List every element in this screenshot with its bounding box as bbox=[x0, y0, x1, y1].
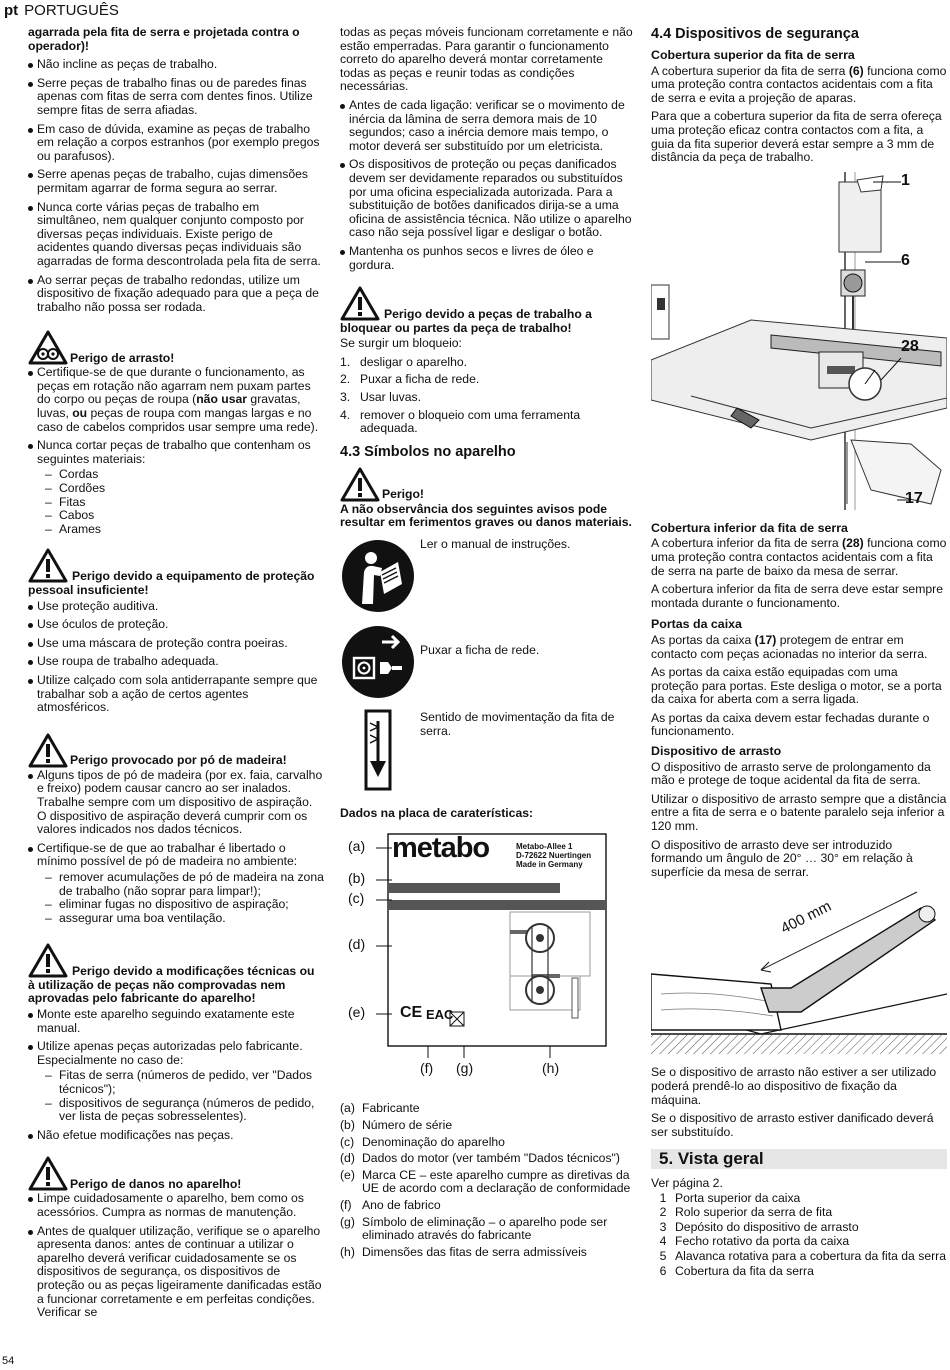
dash-list bbox=[37, 871, 324, 925]
page-title: PORTUGUÊS bbox=[24, 2, 119, 19]
legend-key: (b) bbox=[340, 1118, 355, 1132]
legend-key: (d) bbox=[340, 1151, 355, 1166]
list-item: Serre peças de trabalho finas ou de paredes finas apenas com fitas de serra com dentes finos. Utilize sempre fitas de serra afiadas. bbox=[28, 77, 324, 118]
warning-triangle-icon bbox=[28, 1156, 68, 1191]
manufacturer-address bbox=[516, 842, 591, 869]
address-line: Metabo-Allee 1 bbox=[516, 842, 573, 852]
symbol-icon bbox=[340, 709, 420, 795]
legend-text: Número de série bbox=[362, 1118, 453, 1132]
warning-title: Perigo devido a equipamento de proteção pessoal insuficiente! bbox=[28, 569, 315, 597]
symbol-text: Sentido de movimentação da fita de serra. bbox=[420, 710, 615, 738]
paragraph: Se surgir um bloqueio: bbox=[340, 336, 462, 351]
bold-text: ou bbox=[72, 406, 88, 421]
callout-e: (e) bbox=[348, 1004, 366, 1021]
column-1 bbox=[28, 26, 324, 1325]
legend-item bbox=[340, 1119, 636, 1133]
item-text: Fecho rotativo da porta da caixa bbox=[675, 1234, 850, 1249]
list-item: Use óculos de proteção. bbox=[28, 618, 324, 632]
dash-item: – Fitas bbox=[37, 496, 324, 510]
overview-list bbox=[651, 1192, 947, 1279]
text: Certifique-se de que ao trabalhar é libertado o mínimo possível de pó de madeira no ambiente: bbox=[37, 840, 298, 869]
dash-item: – Arames bbox=[37, 523, 324, 537]
list-item bbox=[28, 366, 324, 434]
blade-direction-icon bbox=[340, 709, 416, 791]
legend-text: Dimensões das fitas de serra admissíveis bbox=[362, 1244, 587, 1259]
dash-item: – Cordões bbox=[37, 482, 324, 496]
legend-key: (c) bbox=[340, 1134, 355, 1149]
item-number: 2 bbox=[659, 1205, 667, 1220]
dash-list bbox=[37, 468, 324, 536]
list-item bbox=[651, 1250, 947, 1264]
legend-item bbox=[340, 1169, 636, 1196]
paragraph: Utilizar o dispositivo de arrasto sempre que a distância entre a fita de serra e o batente paralelo seja inferior a 120 mm. bbox=[651, 791, 947, 834]
subsection-title: Dispositivo de arrasto bbox=[651, 744, 782, 759]
figure-callout: 6 bbox=[901, 251, 910, 269]
paragraph bbox=[651, 537, 947, 578]
page-number: 54 bbox=[2, 1355, 15, 1367]
dash-item: – Cordas bbox=[37, 468, 324, 482]
section-heading-4-4: 4.4 Dispositivos de segurança bbox=[651, 26, 859, 42]
symbol-row bbox=[340, 709, 636, 795]
warning-title: Perigo devido a peças de trabalho a bloquear ou partes da peça de trabalho! bbox=[340, 307, 592, 335]
bullet-list bbox=[28, 600, 324, 715]
warning-heading bbox=[28, 1156, 324, 1191]
list-item: Antes de cada ligação: verificar se o movimento de inércia da lâmina de serra demora mais de 10 segundos; caso a inércia demore mais tempo, o motor deverá ser substituído por um eletricista. bbox=[340, 99, 636, 153]
plate-legend bbox=[340, 1102, 636, 1259]
callout-d: (d) bbox=[348, 936, 366, 953]
section-heading-5: 5. Vista geral bbox=[651, 1149, 947, 1169]
legend-text: Ano de fabrico bbox=[362, 1197, 441, 1212]
legend-key: (a) bbox=[340, 1101, 355, 1116]
nameplate-drawing bbox=[340, 828, 640, 1088]
intro-bold: agarrada pela fita de serra e projetada contra o operador)! bbox=[28, 25, 300, 53]
callout-c: (c) bbox=[348, 890, 365, 907]
symbol-text: Ler o manual de instruções. bbox=[420, 537, 571, 552]
ce-mark: CE bbox=[400, 1004, 423, 1022]
warning-triangle-icon bbox=[340, 467, 380, 502]
warning-heading bbox=[28, 330, 324, 365]
list-item: Não incline as peças de trabalho. bbox=[28, 58, 324, 72]
list-item: Alguns tipos de pó de madeira (por ex. faia, carvalho e freixo) podem causar cancro ao ser inalados. Trabalhe sempre com um dispositivo de aspiração. O dispositivo de aspiração deverá cumprir com os valores indicados nos dados técnicos. bbox=[28, 769, 324, 837]
paragraph: Ver página 2. bbox=[651, 1175, 723, 1190]
symbol-row bbox=[340, 624, 636, 704]
legend-item bbox=[340, 1102, 636, 1116]
list-item bbox=[28, 842, 324, 926]
list-item bbox=[340, 391, 636, 405]
paragraph bbox=[651, 634, 947, 661]
list-item bbox=[651, 1265, 947, 1279]
bullet-list bbox=[28, 366, 324, 536]
paragraph: O dispositivo de arrasto deve ser introduzido formando um ângulo de 20° … 30° em relação à superfície da mesa de serrar. bbox=[651, 837, 913, 879]
dash-list bbox=[37, 1069, 324, 1123]
list-item bbox=[651, 1192, 947, 1206]
bandsaw-figure bbox=[651, 170, 947, 520]
bold-text: (28) bbox=[842, 536, 864, 551]
legend-text: Dados do motor (ver também "Dados técnicos") bbox=[362, 1151, 620, 1166]
warning-title: Perigo de arrasto! bbox=[70, 350, 175, 365]
legend-text: Símbolo de eliminação – o aparelho pode ser eliminado através do fabricante bbox=[362, 1214, 608, 1243]
page-header bbox=[4, 2, 119, 20]
step-number: 4. bbox=[340, 407, 351, 422]
legend-text: Denominação do aparelho bbox=[362, 1134, 505, 1149]
text: A cobertura superior da fita de serra bbox=[651, 63, 849, 78]
address-line: D-72622 Nuertingen bbox=[516, 851, 592, 861]
list-item bbox=[340, 409, 636, 436]
list-item bbox=[28, 1040, 324, 1124]
item-text: Cobertura da fita da serra bbox=[675, 1263, 814, 1278]
paragraph: O dispositivo de arrasto serve de prolongamento da mão e protege de toque acidental da fita de serra. bbox=[651, 759, 931, 788]
text: A cobertura inferior da fita de serra bbox=[651, 536, 843, 551]
symbol-icon bbox=[340, 538, 420, 618]
warning-heading bbox=[28, 733, 324, 768]
warning-title: Perigo de danos no aparelho! bbox=[70, 1176, 242, 1191]
list-item bbox=[651, 1235, 947, 1249]
section-heading-4-3: 4.3 Símbolos no aparelho bbox=[340, 443, 516, 460]
text: funciona como uma proteção contra contactos acidentais com a fita de serra na parte de baixo da mesa de serrar. bbox=[651, 536, 947, 578]
legend-key: (h) bbox=[340, 1244, 355, 1259]
warning-title: Perigo provocado por pó de madeira! bbox=[70, 753, 287, 768]
callout-b: (b) bbox=[348, 870, 366, 887]
dash-item: – dispositivos de segurança (números de pedido, ver lista de peças sobresselentes). bbox=[37, 1097, 324, 1124]
step-text: Usar luvas. bbox=[360, 390, 421, 405]
column-3 bbox=[651, 26, 947, 1279]
item-text: Depósito do dispositivo de arrasto bbox=[675, 1219, 859, 1234]
paragraph: Se o dispositivo de arrasto estiver danificado deverá ser substituído. bbox=[651, 1111, 934, 1139]
step-number: 2. bbox=[340, 372, 351, 387]
bold-text: (17) bbox=[754, 632, 777, 647]
list-item: Mantenha os punhos secos e livres de óleo e gordura. bbox=[340, 245, 636, 272]
bullet-list bbox=[28, 769, 324, 926]
bold-text: (6) bbox=[848, 63, 864, 78]
legend-text: Fabricante bbox=[362, 1101, 420, 1116]
list-item bbox=[28, 439, 324, 536]
paragraph bbox=[651, 65, 947, 106]
text: peças de roupa com mangas largas e no caso de cabelos compridos usar sempre uma rede). bbox=[37, 406, 319, 434]
dash-item: – Cabos bbox=[37, 509, 324, 523]
text: Utilize apenas peças autorizadas pelo fabricante. Especialmente no caso de: bbox=[37, 1039, 303, 1067]
item-number: 3 bbox=[659, 1219, 667, 1234]
legend-item bbox=[340, 1246, 636, 1260]
list-item: Em caso de dúvida, examine as peças de trabalho em relação a corpos estranhos (por exemplo pregos ou parafusos). bbox=[28, 123, 324, 164]
figure-callout: 1 bbox=[901, 171, 910, 189]
item-number: 4 bbox=[659, 1234, 667, 1249]
warning-triangle-icon bbox=[28, 943, 68, 978]
warning-triangle-icon bbox=[340, 286, 380, 321]
text: protegem de entrar em contacto com peças acionadas no interior da serra. bbox=[651, 632, 928, 661]
item-text: Porta superior da caixa bbox=[675, 1190, 801, 1205]
entanglement-warning-icon bbox=[28, 330, 68, 365]
text: funciona como uma proteção contra contactos acidentais com a fita de serra e evita a projeção de aparas. bbox=[651, 63, 947, 105]
bold-text: não usar bbox=[196, 392, 248, 407]
lang-code: pt bbox=[4, 2, 19, 19]
list-item: Nunca corte várias peças de trabalho em simultâneo, nem qualquer conjunto composto por diversas peças individuais. Existe perigo de acidentes quando diversas peças individuais são agarradas de forma descontrolada pela fita de serra. bbox=[28, 201, 324, 269]
eac-mark: EAC bbox=[426, 1007, 454, 1023]
step-text: remover o bloqueio com uma ferramenta adequada. bbox=[360, 407, 581, 436]
column-2 bbox=[340, 26, 636, 1262]
legend-key: (f) bbox=[340, 1197, 352, 1212]
paragraph: A cobertura inferior da fita de serra deve estar sempre montada durante o funcionamento. bbox=[651, 582, 943, 610]
warning-heading bbox=[340, 467, 636, 502]
warning-triangle-icon bbox=[28, 548, 68, 583]
list-item bbox=[651, 1221, 947, 1235]
list-item bbox=[651, 1206, 947, 1220]
legend-key: (e) bbox=[340, 1167, 355, 1182]
item-text: Rolo superior da serra de fita bbox=[675, 1205, 833, 1220]
address-line: Made in Germany bbox=[516, 860, 583, 870]
callout-f: (f) bbox=[420, 1060, 434, 1077]
step-text: Puxar a ficha de rede. bbox=[360, 372, 480, 387]
list-item: Utilize calçado com sola antiderrapante sempre que trabalhar sob a ação de certos agentes atmosféricos. bbox=[28, 674, 324, 715]
plate-title: Dados na placa de caraterísticas: bbox=[340, 805, 534, 820]
callout-h: (h) bbox=[542, 1060, 560, 1077]
list-item bbox=[340, 356, 636, 370]
warning-triangle-icon bbox=[28, 733, 68, 768]
dash-item: – Fitas de serra (números de pedido, ver "Dados técnicos"); bbox=[37, 1069, 324, 1096]
dash-item: – assegurar uma boa ventilação. bbox=[37, 912, 324, 926]
item-number: 5 bbox=[659, 1248, 667, 1263]
text: As portas da caixa bbox=[651, 632, 755, 647]
paragraph: As portas da caixa devem estar fechadas durante o funcionamento. bbox=[651, 710, 930, 739]
subsection-title: Portas da caixa bbox=[651, 617, 742, 632]
legend-text: Marca CE – este aparelho cumpre as diretivas da UE de acordo com a declaração de conformidade bbox=[362, 1167, 631, 1196]
step-number: 3. bbox=[340, 390, 351, 405]
list-item: Use proteção auditiva. bbox=[28, 600, 324, 614]
bullet-list bbox=[28, 1008, 324, 1142]
dash-item: – eliminar fugas no dispositivo de aspiração; bbox=[37, 898, 324, 912]
list-item bbox=[340, 373, 636, 387]
callout-g: (g) bbox=[456, 1060, 474, 1077]
list-item: Use roupa de trabalho adequada. bbox=[28, 655, 324, 669]
legend-item bbox=[340, 1199, 636, 1213]
legend-key: (g) bbox=[340, 1214, 355, 1229]
subsection-title: Cobertura superior da fita de serra bbox=[651, 48, 855, 62]
push-stick-figure bbox=[651, 884, 947, 1064]
item-number: 6 bbox=[659, 1263, 667, 1278]
item-number: 1 bbox=[659, 1190, 667, 1205]
dash-item: – remover acumulações de pó de madeira na zona de trabalho (não soprar para limpar!); bbox=[37, 871, 324, 898]
list-item: Limpe cuidadosamente o aparelho, bem como os acessórios. Cumpra as normas de manutenção. bbox=[28, 1192, 324, 1219]
read-manual-icon bbox=[340, 538, 416, 614]
unplug-icon bbox=[340, 624, 416, 700]
warning-title: Perigo! bbox=[382, 487, 424, 502]
callout-a: (a) bbox=[348, 838, 366, 855]
warning-text: A não observância dos seguintes avisos pode resultar em ferimentos graves ou danos materiais. bbox=[340, 501, 632, 530]
text: Nunca cortar peças de trabalho que contenham os seguintes materiais: bbox=[37, 438, 311, 466]
legend-item bbox=[340, 1152, 636, 1166]
list-item: Não efetue modificações nas peças. bbox=[28, 1129, 324, 1143]
symbol-text: Puxar a ficha de rede. bbox=[420, 642, 540, 657]
paragraph: As portas da caixa estão equipadas com uma proteção para portas. Este desliga o motor, se a porta da caixa for aberta com a serra ligada. bbox=[651, 665, 942, 707]
dimension-label: 400 mm bbox=[778, 898, 835, 938]
paragraph: Se o dispositivo de arrasto não estiver a ser utilizado poderá prendê-lo ao dispositivo de fixação da máquina. bbox=[651, 1065, 937, 1107]
brand-logo: metabo bbox=[392, 832, 490, 865]
text: Certifique-se de que durante o funcionamento, as peças em rotação não agarram nem puxam partes do corpo ou peças de roupa ( bbox=[37, 365, 311, 407]
bullet-list bbox=[28, 58, 324, 314]
list-item: Serre apenas peças de trabalho, cujas dimensões permitam agarrar de forma segura ao serrar. bbox=[28, 168, 324, 195]
symbol-icon bbox=[340, 624, 420, 704]
figure-callout: 17 bbox=[905, 489, 923, 507]
numbered-list bbox=[340, 356, 636, 436]
list-item: Use uma máscara de proteção contra poeiras. bbox=[28, 637, 324, 651]
list-item: Antes de qualquer utilização, verifique se o aparelho apresenta danos: antes de continuar a utilizar o aparelho deverá verificar cuidadosamente se os dispositivos de segurança, os dispositivos de proteção ou as peças ligeiramente danificadas estão a funcionar corretamente e em perfeitas condições. Verificar se bbox=[28, 1225, 324, 1320]
step-number: 1. bbox=[340, 354, 351, 369]
figure-callout: 28 bbox=[901, 337, 919, 355]
warning-title: Perigo devido a modificações técnicas ou à utilização de peças não comprovadas nem aprovadas pelo fabricante do aparelho! bbox=[28, 964, 315, 1006]
bullet-list bbox=[340, 99, 636, 272]
paragraph: todas as peças móveis funcionam corretamente e não estão emperradas. Para garantir o funcionamento correto do aparelho deverá montar corretamente todas as peças e reunir todas as condições necessárias. bbox=[340, 25, 633, 94]
list-item: Os dispositivos de proteção ou peças danificados devem ser devidamente reparados ou substituídos por uma oficina especializada autorizada. Para a substituição de botões danificados dirija-se a uma oficina de assistência técnica. Não utilize o aparelho caso não seja possível ligar e desligar o botão. bbox=[340, 158, 636, 240]
text: gravatas, luvas, bbox=[37, 392, 301, 421]
paragraph: Para que a cobertura superior da fita de serra ofereça uma proteção eficaz contra contactos com a fita, a guia da fita superior deverá estar sempre a 3 mm de distância da peça de trabalho. bbox=[651, 109, 942, 165]
item-text: Alavanca rotativa para a cobertura da fita da serra bbox=[675, 1248, 946, 1263]
step-text: desligar o aparelho. bbox=[360, 354, 468, 369]
subsection-title: Cobertura inferior da fita de serra bbox=[651, 520, 848, 535]
symbol-row bbox=[340, 538, 636, 618]
bullet-list bbox=[28, 1192, 324, 1319]
legend-item bbox=[340, 1216, 636, 1243]
list-item: Monte este aparelho seguindo exatamente este manual. bbox=[28, 1008, 324, 1035]
list-item: Ao serrar peças de trabalho redondas, utilize um dispositivo de fixação adequado para que a peça de trabalho não possa ser rodada. bbox=[28, 274, 324, 315]
nameplate-figure bbox=[340, 828, 640, 1088]
legend-item bbox=[340, 1136, 636, 1150]
